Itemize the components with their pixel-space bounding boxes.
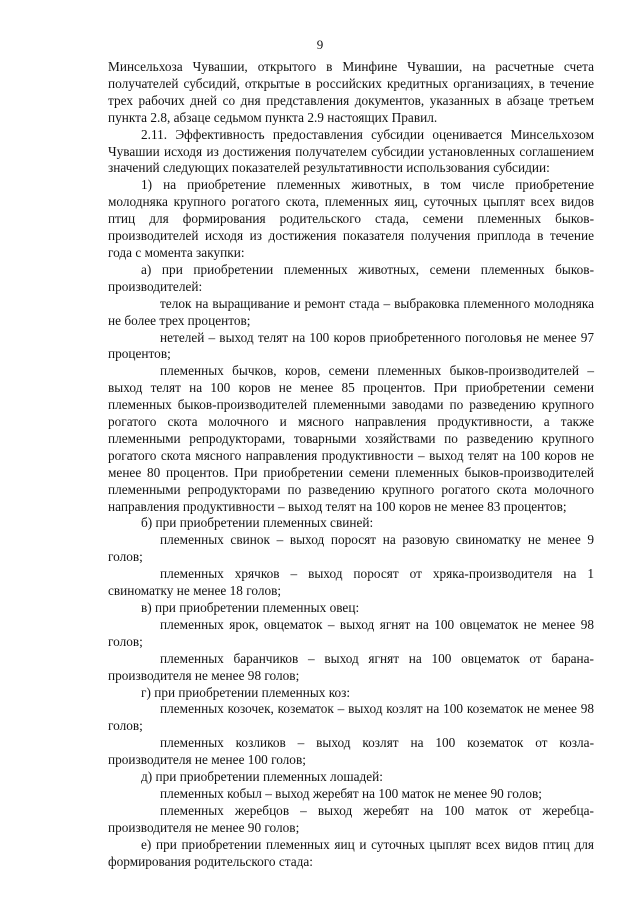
- paragraph: племенных бычков, коров, семени племенных быков-производителей – выход телят на 100 коров не менее 85 процентов. При приобретении семени племенных быков-производителей племенными заводами по разведению крупного рогатого скота молочного и мясного направления продуктивности, а также племенными репродукторами, товарными хозяйствами по разведению крупного рогатого скота мясного направления продуктивности – выход телят на 100 коров не менее 80 процентов. При приобретении семени племенных быков-производителей племенными репродукторами по разведению крупного рогатого скота молочного направления продуктивности – выход телят на 100 коров не менее 83 процентов;: [108, 363, 594, 514]
- paragraph: е) при приобретении племенных яиц и суточных цыплят всех видов птиц для формирования родительского стада:: [108, 836, 594, 869]
- paragraph: г) при приобретении племенных коз:: [141, 684, 351, 700]
- paragraph: племенных козликов – выход козлят на 100 козематок от козла-производителя не менее 100 голов;: [108, 735, 594, 768]
- paragraph: д) при приобретении племенных лошадей:: [141, 769, 383, 785]
- paragraph: племенных жеребцов – выход жеребят на 100 маток от жеребца-производителя не менее 90 голов;: [108, 802, 594, 835]
- paragraph: 1) на приобретение племенных животных, в том числе приобретение молодняка крупного рогатого скота, племенных яиц, суточных цыплят всех видов птиц для формирования родительского стада, семени племенных быков-производителей исходя из достижения показателя получения приплода в течение года с момента закупки:: [108, 177, 594, 260]
- page-number: 9: [316, 37, 324, 52]
- paragraph: в) при приобретении племенных овец:: [141, 600, 360, 615]
- paragraph: племенных хрячков – выход поросят от хряка-производителя на 1 свиноматку не менее 18 голов;: [108, 566, 594, 599]
- paragraph: Минсельхоза Чувашии, открытого в Минфине Чувашии, на расчетные счета получателей субсидий, открытые в российских кредитных организациях, в течение трех рабочих дней со дня представления документов, указанных в абзаце третьем пункта 2.8, абзаце седьмом пункта 2.9 настоящих Правил.: [108, 59, 594, 125]
- paragraph: 2.11. Эффективность предоставления субсидии оценивается Минсельхозом Чувашии исходя из достижения получателем субсидии установленных соглашением значений следующих показателей результативности использования субсидии:: [108, 126, 594, 176]
- paragraph: племенных кобыл – выход жеребят на 100 маток не менее 90 голов;: [160, 785, 542, 801]
- paragraph: племенных баранчиков – выход ягнят на 100 овцематок от барана-производителя не менее 98 голов;: [108, 650, 594, 683]
- paragraph: нетелей – выход телят на 100 коров приобретенного поголовья не менее 97 процентов;: [108, 329, 594, 362]
- document-body: [108, 59, 594, 871]
- paragraph: племенных ярок, овцематок – выход ягнят на 100 овцематок не менее 98 голов;: [108, 616, 594, 649]
- paragraph: б) при приобретении племенных свиней:: [141, 515, 374, 531]
- paragraph: племенных свинок – выход поросят на разовую свиноматку не менее 9 голов;: [108, 532, 594, 565]
- paragraph: а) при приобретении племенных животных, семени племенных быков-производителей:: [108, 261, 594, 294]
- paragraph: телок на выращивание и ремонт стада – выбраковка племенного молодняка не более трех процентов;: [108, 295, 594, 328]
- paragraph: племенных козочек, козематок – выход козлят на 100 козематок не менее 98 голов;: [108, 701, 594, 734]
